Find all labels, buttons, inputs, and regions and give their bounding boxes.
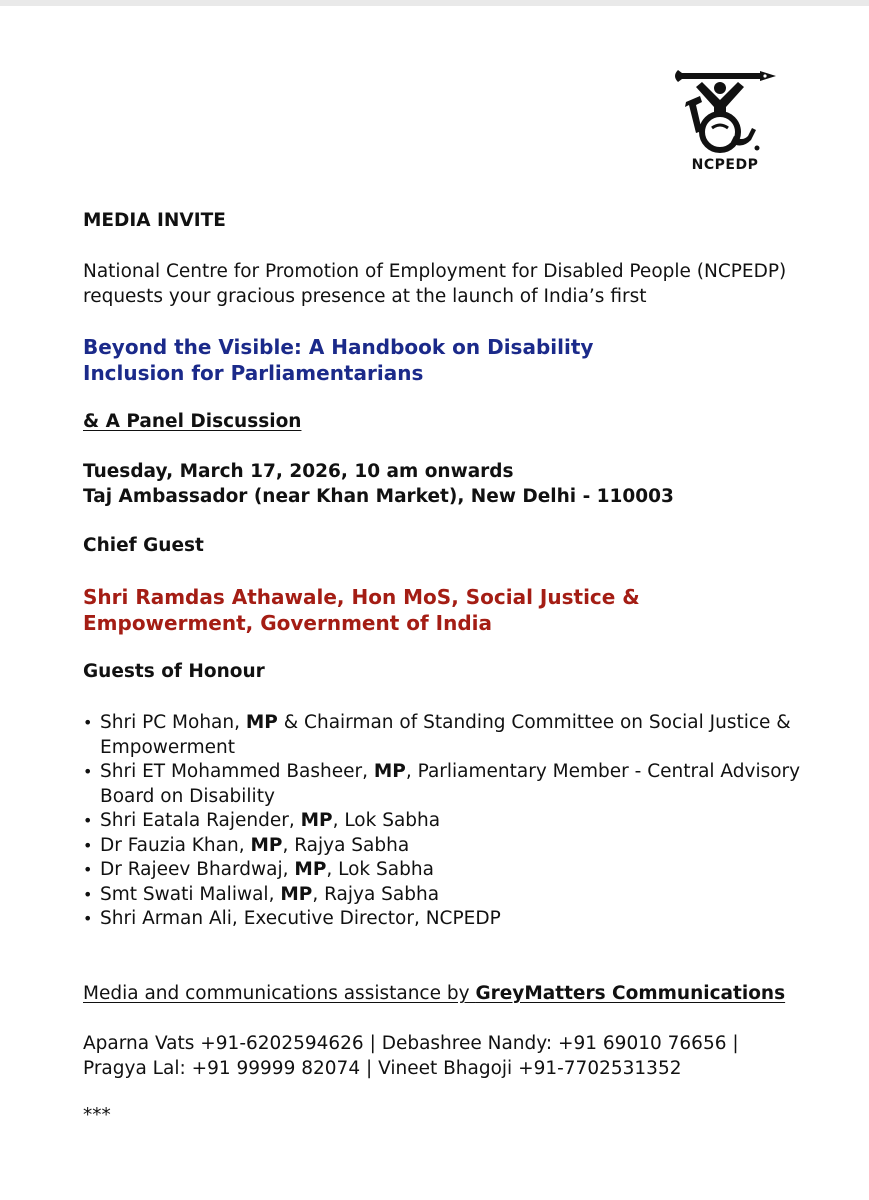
guests-list [83, 711, 829, 932]
list-item: • Shri PC Mohan, MP & Chairman of Standing Committee on Social Justice & Empowerment [83, 711, 829, 760]
event-venue: Taj Ambassador (near Khan Market), New Delhi - 110003 [83, 485, 674, 507]
ncpedp-logo [672, 62, 782, 180]
panel-discussion [83, 410, 829, 435]
panel-discussion-text: & A Panel Discussion [83, 411, 302, 432]
contacts-line-1: Aparna Vats +91-6202594626 | Debashree Nandy: +91 69010 76656 | [83, 1033, 739, 1054]
agency-name: GreyMatters Communications [475, 983, 786, 1004]
event-date: Tuesday, March 17, 2026, 10 am onwards [83, 461, 514, 482]
chief-guest-line-2: Empowerment, Government of India [83, 611, 493, 635]
list-item: • Dr Rajeev Bhardwaj, MP, Lok Sabha [83, 858, 829, 883]
intro-line-1: National Centre for Promotion of Employment for Disabled People (NCPEDP) [83, 261, 787, 282]
logo-wordmark: NCPEDP [691, 157, 759, 173]
list-item: • Dr Fauzia Khan, MP, Rajya Sabha [83, 834, 829, 859]
list-item: • Shri ET Mohammed Basheer, MP, Parliamentary Member - Central Advisory Board on Disability [83, 760, 829, 809]
list-item: • Shri Arman Ali, Executive Director, NCPEDP [83, 907, 829, 932]
footer-mark: *** [83, 1105, 111, 1126]
media-assistance-line: Media and communications assistance by GreyMatters Communications [83, 983, 786, 1004]
guests-of-honour-label: Guests of Honour [83, 661, 265, 682]
book-title [83, 334, 829, 386]
list-item: • Shri Eatala Rajender, MP, Lok Sabha [83, 809, 829, 834]
contacts [83, 1032, 829, 1081]
book-title-line-1: Beyond the Visible: A Handbook on Disability [83, 335, 594, 359]
book-title-line-2: Inclusion for Parliamentarians [83, 361, 424, 385]
intro-line-2: requests your gracious presence at the launch of India’s first [83, 285, 647, 307]
ncpedp-emblem-icon [672, 62, 778, 154]
invite-page [0, 6, 869, 1200]
chief-guest-line-1: Shri Ramdas Athawale, Hon MoS, Social Justice & [83, 585, 640, 609]
list-item: • Smt Swati Maliwal, MP, Rajya Sabha [83, 883, 829, 908]
media-invite-heading: MEDIA INVITE [83, 210, 226, 231]
media-assistance [83, 982, 829, 1007]
chief-guest-name [83, 584, 829, 636]
event-details [83, 460, 829, 509]
intro-paragraph [83, 260, 829, 309]
contacts-line-2: Pragya Lal: +91 99999 82074 | Vineet Bhagoji +91-7702531352 [83, 1057, 682, 1079]
chief-guest-label: Chief Guest [83, 535, 204, 556]
